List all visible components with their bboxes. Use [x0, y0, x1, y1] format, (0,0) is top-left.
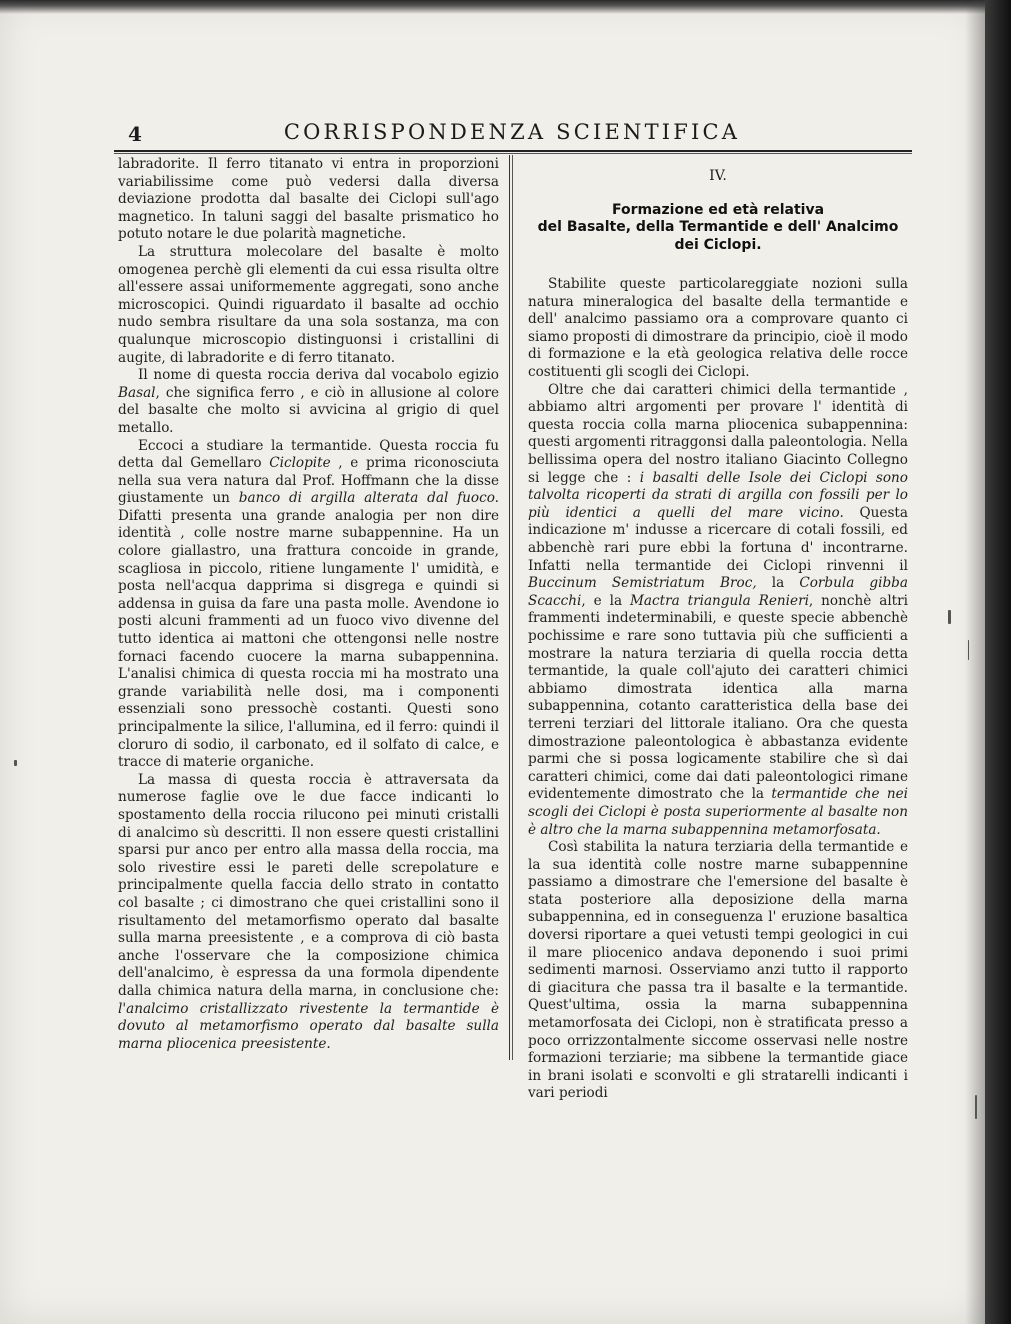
text-run: Il nome di questa roccia deriva dal vocabolo egizio — [138, 367, 499, 384]
section-title-line: dei Ciclopi. — [674, 236, 762, 253]
page-header — [114, 120, 910, 150]
column-divider — [509, 155, 510, 1060]
page-number: 4 — [128, 122, 142, 146]
paragraph: La struttura molecolare del basalte è molto omogenea perchè gli elementi da cui essa risulta oltre all'essere assai uniformemente aggregati, sono anche microscopici. Quindi riguardato il basalte ad occhio nudo sembra risultare da una sola sostanza, ma con qualunque microscopio distinguonsi i cristallini di augite, di labradorite e di ferro titanato. — [118, 243, 499, 366]
text-run: , che significa ferro , e ciò in allusione al colore del basalte che molto si avvicina al grigio di quel metallo. — [118, 384, 499, 436]
italic-run: Mactra triangula Renieri — [630, 592, 809, 609]
scan-speck — [948, 610, 951, 624]
text-run: , e la — [581, 592, 630, 609]
scan-speck — [14, 760, 17, 766]
running-title: CORRISPONDENZA SCIENTIFICA — [283, 120, 741, 144]
italic-run: Ciclopite — [269, 455, 331, 472]
column-divider-thin — [512, 155, 513, 1060]
italic-run: Corbula gibba Scacchi — [528, 575, 908, 609]
scan-right-shadow — [965, 0, 985, 1324]
section-title-line: del Basalte, della Termantide e dell' Analcimo — [537, 219, 899, 236]
italic-run: i basalti delle Isole dei Ciclopi sono talvolta ricoperti da strati di argilla con fossili per lo più identici a quelli del mare vicino. — [528, 469, 908, 521]
scan-top-edge — [0, 0, 985, 14]
text-run: Questa indicazione m' indusse a ricercare di cotali fossili, ed abbenchè rari pure ebbi la fortuna d' incontrarne. Infatti nella termantide dei Ciclopi rinvenni il — [528, 504, 908, 574]
right-column — [528, 168, 908, 1103]
paragraph — [118, 772, 499, 1054]
italic-run: termantide che nei scogli dei Ciclopi è posta superiormente al basalte non è altro che la marna subappennina metamorfosata. — [528, 786, 908, 838]
scan-dark-border — [985, 0, 1011, 1324]
paragraph — [528, 382, 908, 839]
paragraph: labradorite. Il ferro titanato vi entra in proporzioni variabilissime come può vedersi dalla diversa deviazione prodotta dal basalte dei Ciclopi sull'ago magnetico. In taluni saggi del basalte prismatico ho potuto notare le due polarità magnetiche. — [118, 156, 499, 243]
header-rule-thin — [114, 153, 912, 154]
paragraph — [118, 367, 499, 437]
italic-run: banco di argilla alterata dal fuoco. — [238, 490, 499, 507]
paragraph: Stabilite queste particolareggiate nozioni sulla natura mineralogica del basalte della termantide e dell' analcimo passiamo ora a comprovare quanto ci siamo proposti di dimostrare da principio, cioè il modo di formazione e la età geologica relativa delle rocce costituenti gli scogli dei Ciclopi. — [528, 276, 908, 381]
text-run: , nonchè altri frammenti indeterminabili, e queste specie abbenchè pochissime e rare sono tuttavia più che sufficienti a mostrare la natura terziaria di quella roccia detta termantide, la quale coll'ajuto dei caratteri chimici abbiamo dimostrata identica alla marna subappennina, cotanto caratteristica della base dei terreni terziari del littorale italiano. Ora che questa dimostrazione paleontologica è abbastanza evidente parmi che si possa logicamente stabilire che sì dai caratteri chimici, come dai dati paleontologici rimane evidentemente dimostrato che la — [528, 592, 908, 803]
section-title-line: Formazione ed età relativa — [611, 201, 825, 218]
italic-run: l'analcimo cristallizzato rivestente la termantide è dovuto al metamorfismo operato dal basalte sulla marna pliocenica preesistente. — [118, 1000, 499, 1052]
italic-run: Basal — [118, 384, 156, 401]
text-run: , e prima riconosciuta nella sua vera natura dal Prof. Hoffmann che la disse giustamente un — [118, 455, 499, 507]
scan-speck — [968, 640, 969, 660]
text-run: La massa di questa roccia è attraversata da numerose faglie ove le due facce indicanti lo spostamento della roccia rilucono pei minuti cristalli di analcimo sù descritti. Il non essere questi cristallini sparsi pur anco per entro alla massa della roccia, ma solo rivestire essi le pareti delle screpolature e principalmente quella faccia dello strato in contatto col basalte ; ci dimostrano che quei cristallini sono il risultamento del metamorfismo operato dal basalte sulla marna preesistente , e a comprova di ciò basta anche l'osservare che la composizione chimica dell'analcimo, è espressa da una formola dipendente dalla chimica natura della marna, in conclusione che: — [118, 771, 499, 999]
text-run: Difatti presenta una grande analogia per non dire identità , colle nostre marne subappennine. Ha un colore giallastro, una frattura concoide in grande, scagliosa in piccolo, ritiene lungamente l' umidità, e posta nell'acqua dapprima si disgrega e quindi si addensa in guisa da fare una pasta molle. Avendone io posti alcuni frammenti ad un fuoco vivo divenne del tutto identica ai mattoni che ottengonsi nelle nostre fornaci facendo cuocere la marna subappennina. L'analisi chimica di questa roccia mi ha mostrato una grande variabilità nelle dosi, ma i componenti essenziali sono pressochè costanti. Questi sono principalmente la silice, l'allumina, ed il ferro: quindi il cloruro di sodio, il carbonato, ed il solfato di calce, e tracce di materie organiche. — [118, 507, 499, 771]
section-number: IV. — [709, 168, 727, 184]
text-run: Oltre che dai caratteri chimici della termantide , abbiamo altri argomenti per provare l' identità di questa roccia colla marna pliocenica subappennina: questi argomenti ritraggonsi dalla paleontologia. Nella bellissima opera del nostro italiano Giacinto Collegno si legge che : — [528, 381, 908, 486]
scan-speck — [975, 1095, 977, 1119]
header-rule — [114, 150, 912, 152]
left-column — [118, 156, 499, 1053]
italic-run: Buccinum Semistriatum Broc, — [528, 575, 757, 592]
section-title — [528, 202, 908, 255]
text-run: Eccoci a studiare la termantide. Questa roccia fu detta dal Gemellaro — [118, 437, 499, 472]
paragraph — [118, 438, 499, 772]
text-run: la — [756, 575, 800, 592]
paragraph: Così stabilita la natura terziaria della termantide e la sua identità colle nostre marne subappennine passiamo a dimostrare che l'emersione del basalte è stata posteriore alla deposizione della marna subappennina, ed in conseguenza l' eruzione basaltica doversi riportare a quei vetusti tempi geologici in cui il mare pliocenico andava deponendo i suoi primi sedimenti marnosi. Osserviamo anzi tutto il rapporto di giacitura che passa tra il basalte e la termantide. Quest'ultima, ossia la marna subappennina metamorfosata dei Ciclopi, non è stratificata presso a poco orrizzontalmente siccome osservasi nelle nostre formazioni terziarie; ma sibbene la termantide giace in brani isolati e sconvolti e gli stratarelli indicanti i vari periodi — [528, 839, 908, 1102]
